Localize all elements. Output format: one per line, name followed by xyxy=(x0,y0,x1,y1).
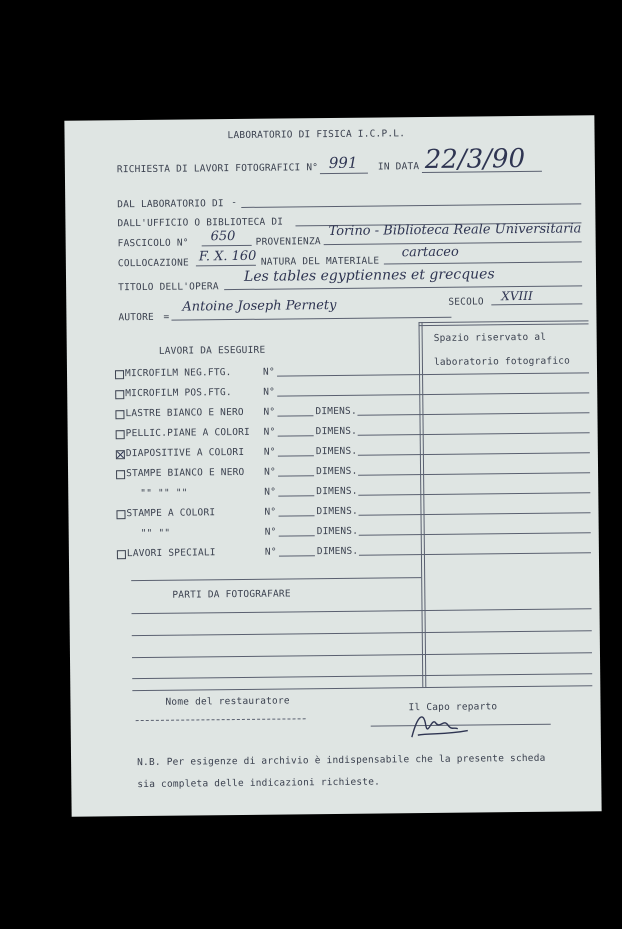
provenienza-value: Torino - Biblioteca Reale Universitaria xyxy=(328,221,582,240)
number-label: N° xyxy=(264,526,277,538)
provenienza-label: PROVENIENZA xyxy=(255,236,321,248)
lavori-heading: LAVORI DA ESEGUIRE xyxy=(158,344,266,357)
dimens-label: DIMENS. xyxy=(315,425,358,438)
number-label: N° xyxy=(263,426,276,438)
number-line xyxy=(278,495,314,496)
lavori-row-label: MICROFILM POS.FTG. xyxy=(125,387,232,400)
autore-value: Antoine Joseph Pernety xyxy=(182,297,337,315)
dimens-label: DIMENS. xyxy=(315,405,357,418)
checkbox[interactable] xyxy=(117,550,126,559)
checkbox[interactable] xyxy=(116,430,125,439)
lavori-row-label: LAVORI SPECIALI xyxy=(126,547,216,560)
checkbox[interactable] xyxy=(115,410,124,419)
dimens-label: DIMENS. xyxy=(315,445,358,458)
natura-value: cartaceo xyxy=(401,244,459,261)
titolo-value: Les tables egyptiennes et grecques xyxy=(243,266,495,285)
number-label: N° xyxy=(262,366,275,378)
checkbox[interactable] xyxy=(116,510,125,519)
entry-line xyxy=(358,472,590,475)
fascicolo-value: 650 xyxy=(210,229,236,245)
fascicolo-label: FASCICOLO N° xyxy=(117,237,189,250)
entry-line xyxy=(419,372,589,375)
secolo-value: XVIII xyxy=(501,288,533,304)
number-line xyxy=(277,374,419,376)
checkbox[interactable] xyxy=(116,450,125,459)
lavori-row-label: MICROFILM NEG.FTG. xyxy=(124,367,232,380)
checkbox[interactable] xyxy=(115,390,124,399)
lavori-row-label: DIAPOSITIVE A COLORI xyxy=(125,446,245,460)
collocazione-value: F. X. 160 xyxy=(198,248,257,265)
dimens-label: DIMENS. xyxy=(316,525,359,538)
dal-laboratorio-value: - xyxy=(231,196,238,209)
note-line-2: sia completa delle indicazioni richieste. xyxy=(137,776,381,791)
entry-line xyxy=(358,432,590,435)
capo-reparto-label: Il Capo reparto xyxy=(408,701,498,714)
number-line xyxy=(279,515,315,516)
dal-laboratorio-label: DAL LABORATORIO DI xyxy=(117,198,224,211)
number-line xyxy=(278,435,314,436)
secolo-label: SECOLO xyxy=(448,296,484,308)
request-number-value: 991 xyxy=(328,153,358,173)
checkbox[interactable] xyxy=(115,370,124,379)
checkbox[interactable] xyxy=(116,470,125,479)
note-line-1: N.B. Per esigenze di archivio è indispensabile che la presente scheda xyxy=(137,752,546,769)
dimens-label: DIMENS. xyxy=(316,505,358,518)
autore-label: AUTORE xyxy=(118,311,155,324)
number-label: N° xyxy=(264,506,277,518)
reserved-space-line1: Spazio riservato al xyxy=(433,331,547,344)
number-line xyxy=(279,535,315,536)
entry-line xyxy=(358,492,590,495)
entry-line xyxy=(359,552,591,555)
entry-line xyxy=(359,512,591,515)
dimens-label: DIMENS. xyxy=(316,485,358,498)
lab-title: LABORATORIO DI FISICA I.C.P.L. xyxy=(227,128,406,142)
number-label: N° xyxy=(263,386,276,398)
number-label: N° xyxy=(264,466,276,478)
natura-label: NATURA DEL MATERIALE xyxy=(260,255,380,268)
lavori-row-label: PELLIC.PIANE A COLORI xyxy=(125,426,251,440)
lavori-row-label: LASTRE BIANCO E NERO xyxy=(125,406,244,420)
request-form-sheet: LABORATORIO DI FISICA I.C.P.L. RICHIESTA DI LAVORI FOTOGRAFICI N° 991 IN DATA 22/3/90 DAL LABORATORIO DI - DALL'UFFICIO O BIBLIOTECA DI FASCICOLO N° 650 PROVENIENZA Torino - Biblioteca Reale Universitaria COLLOCAZIONE F. X. 160 NATURA DEL MATERIALE cartaceo TITOLO DELL'OPERA Les tables egyptiennes et grecques SECOLO XVIII AUTORE = Antoine Joseph Pernety Spazio riservato al laboratorio fotografico LAVORI DA ESEGUIRE MICROFILM NEG.FTG. N° MICROFILM POS.FTG. N° LASTRE BIANCO E NERO N° DIMENS. PELLIC.PIANE A COLORI N° DIMENS. DIAPOSITIVE A COLORI N° DIMENS. STAMPE BIANCO E NERO N° DIMENS. "" "" "" N° DIMENS. STAMPE A COLORI N° DIMENS. "" "" N° DIMENS. LAVORI SPECIALI N° DIMENS. PARTI DA FOTOGRAFARE Nome del restauratore Il Capo reparto N.B. Per esigenze di archivio è indispensabile che la presente scheda sia completa delle indicazioni richieste. xyxy=(64,115,601,817)
dimens-label: DIMENS. xyxy=(316,465,358,478)
number-label: N° xyxy=(264,546,277,558)
parti-label: PARTI DA FOTOGRAFARE xyxy=(172,588,291,601)
number-label: N° xyxy=(263,446,276,458)
entry-line xyxy=(359,532,591,535)
request-number-label: RICHIESTA DI LAVORI FOTOGRAFICI N° xyxy=(116,162,319,176)
number-line xyxy=(277,394,419,396)
collocazione-label: COLLOCAZIONE xyxy=(117,257,189,270)
date-value: 22/3/90 xyxy=(424,143,526,176)
number-line xyxy=(278,475,314,476)
restauratore-label: Nome del restauratore xyxy=(165,695,290,708)
lavori-row-label: "" "" xyxy=(140,527,171,540)
number-line xyxy=(278,455,314,456)
lavori-row-label: STAMPE A COLORI xyxy=(126,507,216,520)
entry-line xyxy=(358,452,590,455)
entry-line xyxy=(357,412,589,415)
date-label: IN DATA xyxy=(377,161,420,173)
reserved-space-line2: laboratorio fotografico xyxy=(433,355,571,368)
dimens-label: DIMENS. xyxy=(316,545,359,558)
number-line xyxy=(277,415,313,416)
titolo-label: TITOLO DELL'OPERA xyxy=(118,281,219,294)
number-line xyxy=(279,555,315,556)
number-label: N° xyxy=(263,406,276,418)
entry-line xyxy=(419,392,589,395)
lavori-row-label: "" "" "" xyxy=(140,487,188,500)
number-label: N° xyxy=(264,486,277,498)
ufficio-label: DALL'UFFICIO O BIBLIOTECA DI xyxy=(117,216,284,230)
capo-reparto-signature xyxy=(406,705,476,746)
lavori-row-label: STAMPE BIANCO E NERO xyxy=(126,466,245,480)
